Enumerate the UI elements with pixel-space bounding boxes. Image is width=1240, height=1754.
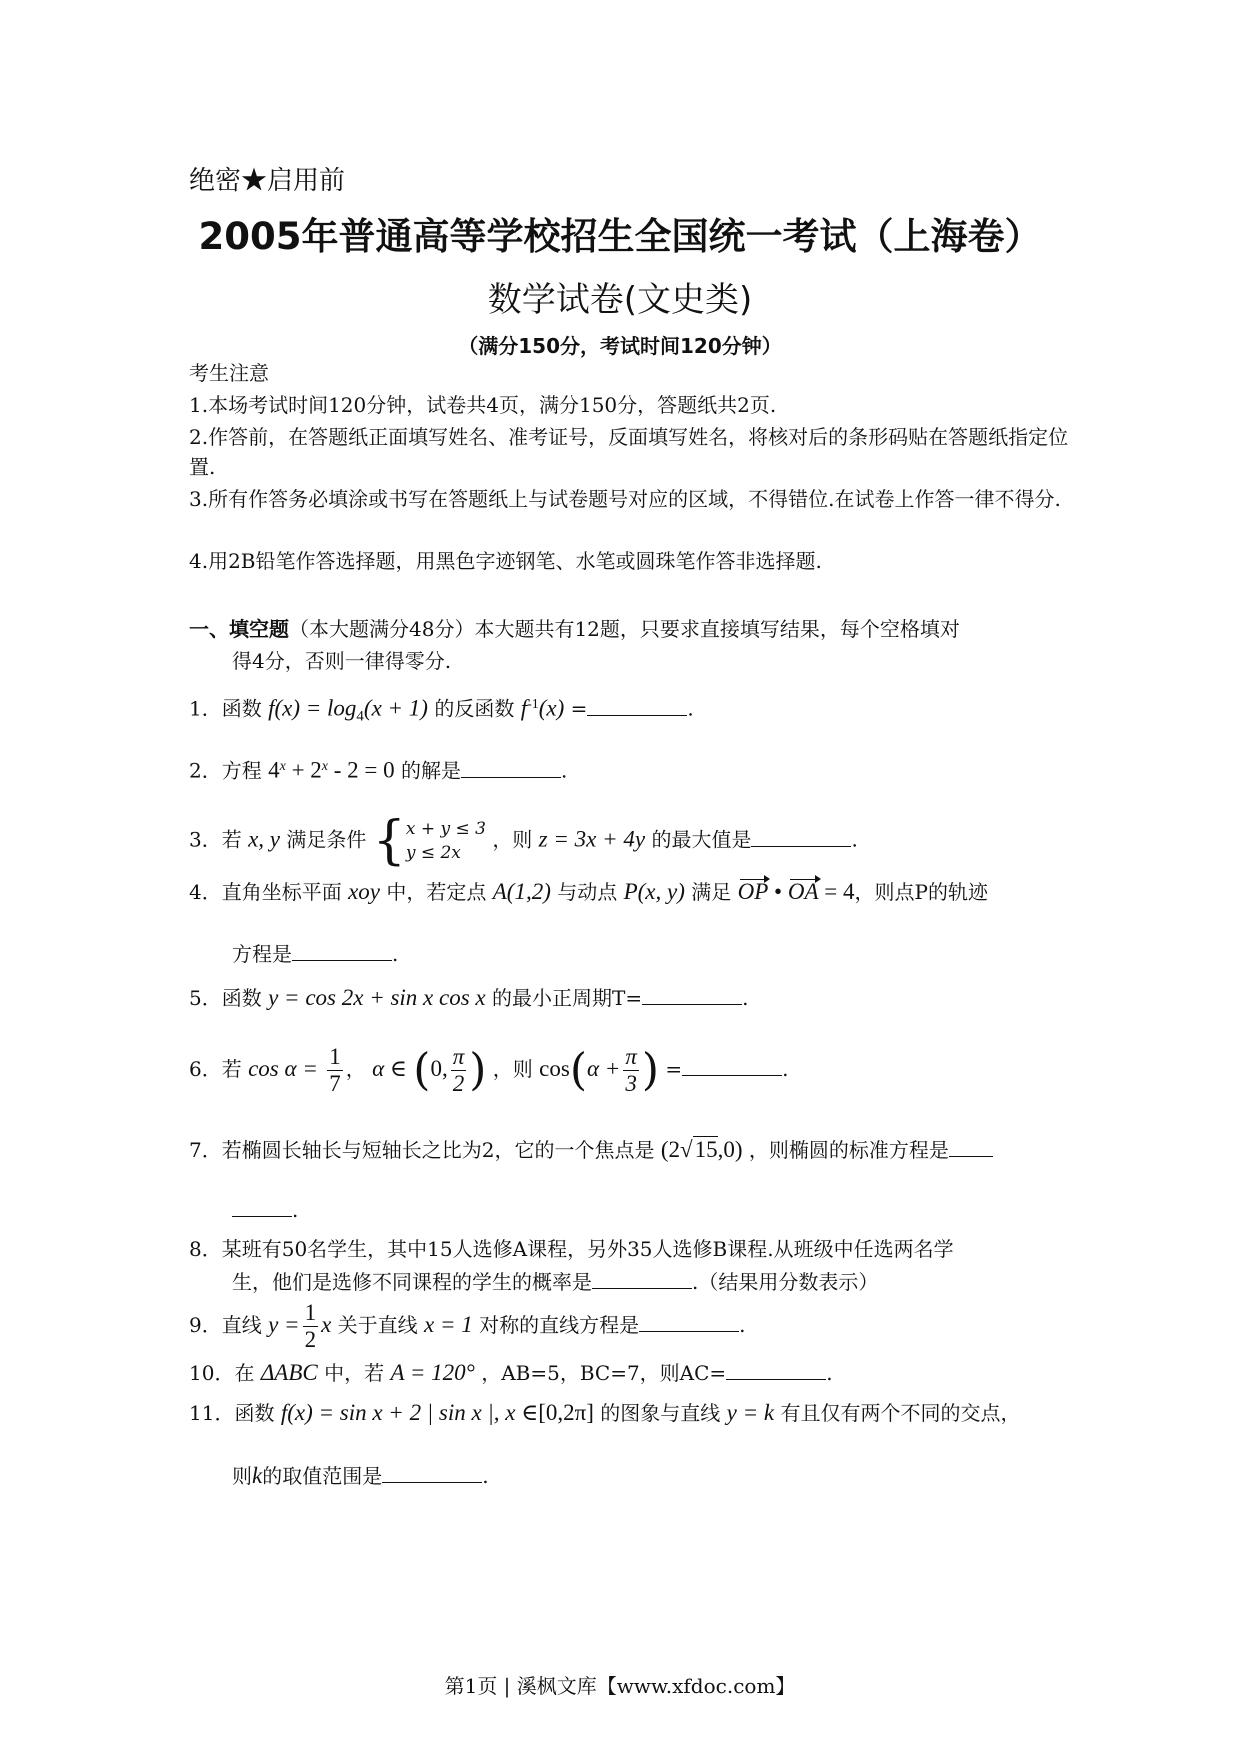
answer-blank[interactable] (642, 982, 742, 1005)
answer-blank[interactable] (292, 938, 392, 961)
answer-blank[interactable] (949, 1134, 993, 1157)
page-footer: 第1页 | 溪枫文库【www.xfdoc.com】 (444, 1674, 796, 1698)
exam-subtitle: 数学试卷(文史类) (487, 280, 753, 320)
exam-title: 2005年普通高等学校招生全国统一考试（上海卷） (198, 215, 1042, 258)
vector-oa: OA (788, 877, 819, 907)
condition-system: { x + y ≤ 3 y ≤ 2x (372, 811, 486, 871)
answer-blank[interactable] (382, 1460, 482, 1483)
answer-blank[interactable] (726, 1357, 826, 1380)
question-7-cont: . (232, 1194, 298, 1225)
notice-item: 3.所有作答务必填涂或书写在答题纸上与试卷题号对应的区域，不得错位.在试卷上作答一律不得分. (189, 487, 1061, 511)
answer-blank[interactable] (587, 693, 687, 716)
notice-item: 2.作答前，在答题纸正面填写姓名、准考证号，反面填写姓名，将核对后的条形码贴在答题纸指定位置. (189, 425, 1069, 479)
answer-blank[interactable] (592, 1266, 692, 1289)
fraction: $\frac{\pi}{2}$ (452, 1044, 465, 1096)
fraction: $\frac{1}{7}$ (329, 1044, 341, 1096)
vector-op: OP (738, 877, 769, 907)
question-1: 1．函数 $f(x) = \log_4(x + 1)$ 的反函数 $f^{-1}(x)$ = . (189, 690, 694, 732)
answer-blank[interactable] (639, 1309, 739, 1332)
question-5: 5．函数 y = cos 2x + sin x cos x 的最小正周期T= . (189, 982, 748, 1013)
question-6: 6．若 cos α = $\frac{1}{7}$ ， α ∈ (0, $\frac{\pi}{2}$ ) ，则 cos(α + $\frac{\pi}{3}$ ) = . (189, 1044, 789, 1096)
question-9: 9．直线 y = $\frac{1}{2}$ x 关于直线 x = 1 对称的直线方程是 . (189, 1300, 746, 1352)
fraction: $\frac{\pi}{3}$ (625, 1044, 637, 1096)
question-4-cont: 方程是 . (232, 938, 398, 969)
notice-item: 4.用2B铅笔作答选择题，用黑色字迹钢笔、水笔或圆珠笔作答非选择题. (189, 549, 822, 573)
question-8-cont: 生，他们是选修不同课程的学生的概率是 .（结果用分数表示） (232, 1266, 878, 1297)
question-2: 2．方程 $4^x + 2^x - 2 = 0$ 的解是 . (189, 752, 567, 786)
question-4: 4．直角坐标平面 xoy 中，若定点 A(1,2) 与动点 P(x, y) 满足 OP • OA = 4，则点P的轨迹 (189, 877, 988, 907)
answer-blank[interactable] (751, 824, 851, 847)
question-7: 7．若椭圆长轴长与短轴长之比为2，它的一个焦点是 (2√15,0) ，则椭圆的标准方程是 (189, 1134, 993, 1165)
question-11: 11．函数 f(x) = sin x + 2 | sin x |, x ∈[0,2π] 的图象与直线 y = k 有且仅有两个不同的交点， (189, 1400, 1021, 1425)
answer-blank[interactable] (682, 1053, 782, 1076)
section-label: 一、 (189, 617, 229, 641)
question-3: 3．若 x, y 满足条件 { x + y ≤ 3 y ≤ 2x ，则 z = 3x + 4y 的最大值是 . (189, 811, 858, 871)
section-name: 填空题 (229, 617, 289, 641)
notice-item: 1.本场考试时间120分钟，试卷共4页，满分150分，答题纸共2页. (189, 393, 777, 417)
confidential-mark: 绝密★启用前 (189, 166, 346, 196)
question-11-cont: 则k的取值范围是 . (232, 1460, 489, 1491)
question-8: 8．某班有50名学生，其中15人选修A课程，另外35人选修B课程.从班级中任选两名学 (189, 1237, 954, 1261)
score-line: （满分150分，考试时间120分钟） (458, 334, 782, 358)
fraction: $\frac{1}{2}$ (304, 1300, 317, 1352)
section-header (189, 614, 1069, 644)
notice-heading: 考生注意 (189, 361, 269, 385)
answer-blank[interactable] (461, 755, 561, 778)
section-desc-cont: 得4分，否则一律得零分. (232, 649, 452, 673)
answer-blank[interactable] (232, 1194, 292, 1217)
section-desc: （本大题满分48分）本大题共有12题，只要求直接填写结果，每个空格填对 (289, 617, 960, 641)
question-10: 10．在 ΔABC 中，若 A = 120° ，AB=5，BC=7，则AC= . (189, 1357, 833, 1388)
